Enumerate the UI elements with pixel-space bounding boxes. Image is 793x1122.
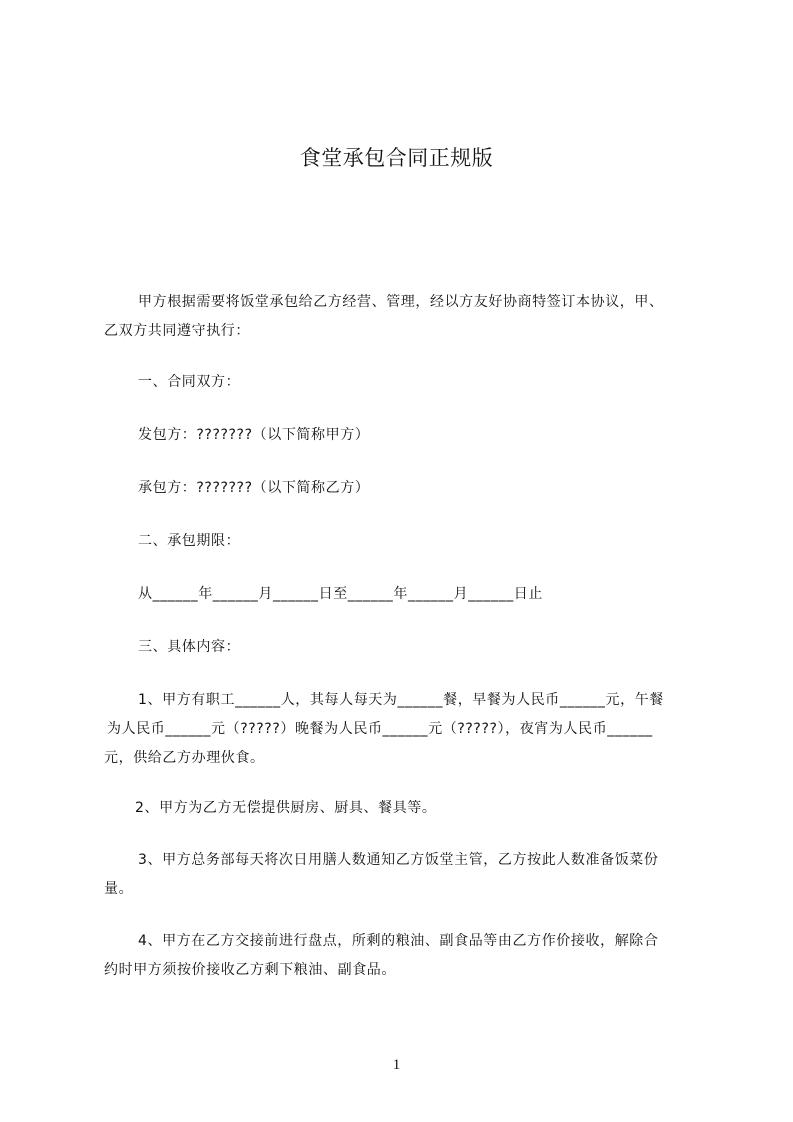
- item-1-line-1: 1、甲方有职工______人，其每人每天为______餐，早餐为人民币______元，午餐: [138, 692, 664, 708]
- item-3-line-2: 量。: [104, 881, 134, 897]
- item-1-paragraph: [104, 686, 694, 773]
- item-3-paragraph: [104, 846, 694, 904]
- item-2-paragraph: [104, 794, 694, 823]
- preamble-line-1: 甲方根据需要将饭堂承包给乙方经营、管理，经以方友好协商特签订本协议，甲、: [138, 294, 664, 310]
- preamble-line-2: 乙双方共同遵守执行：: [104, 323, 250, 339]
- item-4-paragraph: [104, 927, 694, 985]
- item-4-line-1: 4、甲方在乙方交接前进行盘点，所剩的粮油、副食品等由乙方作价接收，解除合: [138, 933, 659, 949]
- preamble-paragraph: [104, 288, 694, 346]
- section-3-heading: 三、具体内容：: [138, 639, 241, 655]
- contract-period-line: 从______年______月______日至______年______月______日止: [138, 586, 543, 602]
- page-number: 1: [392, 1057, 401, 1073]
- section-2-heading: 二、承包期限：: [138, 533, 241, 549]
- document-title: 食堂承包合同正规版: [299, 146, 494, 170]
- item-1-line-3: 元，供给乙方办理伙食。: [104, 750, 265, 766]
- section-1-heading: 一、合同双方：: [138, 374, 241, 390]
- item-1-line-2: 为人民币______元（?????）晚餐为人民币______元（?????），夜宵为人民币______: [107, 721, 653, 737]
- party-a-line: 发包方：???????（以下简称甲方）: [138, 427, 370, 443]
- item-2-line-1: 2、甲方为乙方无偿提供厨房、厨具、餐具等。: [135, 800, 437, 816]
- item-3-line-1: 3、甲方总务部每天将次日用膳人数通知乙方饭堂主管，乙方按此人数准备饭菜份: [138, 852, 659, 868]
- item-4-line-2: 约时甲方须按价接收乙方剩下粮油、副食品。: [104, 962, 396, 978]
- party-b-line: 承包方：???????（以下简称乙方）: [138, 480, 370, 496]
